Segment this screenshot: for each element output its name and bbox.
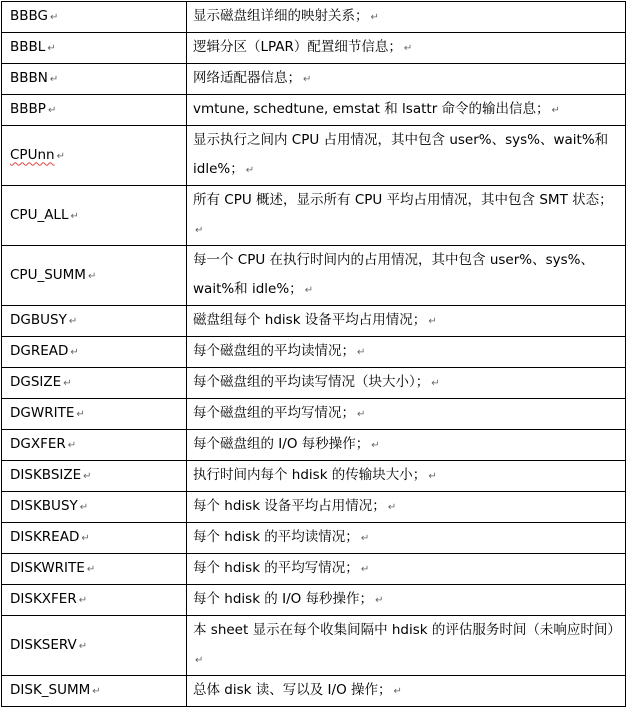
row-description: 网络适配器信息； ↵ [187, 64, 626, 95]
table-row [2, 461, 626, 492]
row-description: 本 sheet 显示在每个收集间隔中 hdisk 的评估服务时间（未响应时间）↵ [187, 616, 626, 676]
row-description: 显示执行之间内 CPU 占用情况，其中包含 user%、sys%、wait%和 idle%； ↵ [187, 126, 626, 186]
row-key: CPUnn ↵ [2, 126, 187, 186]
table-row [2, 95, 626, 126]
row-description: 每一个 CPU 在执行时间内的占用情况，其中包含 user%、sys%、wait%和 idle%； ↵ [187, 246, 626, 306]
row-key: CPU_SUMM ↵ [2, 246, 187, 306]
table-row [2, 186, 626, 246]
row-key: BBBN ↵ [2, 64, 187, 95]
row-key: DGBUSY ↵ [2, 306, 187, 337]
row-key: DISKREAD ↵ [2, 523, 187, 554]
row-key: BBBL ↵ [2, 33, 187, 64]
row-description: 总体 disk 读、写以及 I/O 操作； ↵ [187, 676, 626, 707]
row-key: DGWRITE ↵ [2, 399, 187, 430]
row-description: 每个 hdisk 的 I/O 每秒操作； ↵ [187, 585, 626, 616]
table-row [2, 337, 626, 368]
row-key: DGSIZE ↵ [2, 368, 187, 399]
table-row [2, 368, 626, 399]
row-key: DISK_SUMM ↵ [2, 676, 187, 707]
table-row [2, 399, 626, 430]
row-key: BBBP ↵ [2, 95, 187, 126]
row-description: 每个 hdisk 的平均写情况； ↵ [187, 554, 626, 585]
table-row [2, 64, 626, 95]
row-key: BBBG ↵ [2, 2, 187, 33]
row-key: DISKXFER ↵ [2, 585, 187, 616]
table-row [2, 33, 626, 64]
row-key: DISKWRITE ↵ [2, 554, 187, 585]
row-description: 执行时间内每个 hdisk 的传输块大小； ↵ [187, 461, 626, 492]
table-row [2, 523, 626, 554]
row-key: CPU_ALL ↵ [2, 186, 187, 246]
row-description: 每个 hdisk 的平均读情况； ↵ [187, 523, 626, 554]
row-description: 每个磁盘组的平均读写情况（块大小）； ↵ [187, 368, 626, 399]
definitions-table [1, 1, 626, 707]
row-description: 每个磁盘组的 I/O 每秒操作； ↵ [187, 430, 626, 461]
table-row [2, 126, 626, 186]
table-row [2, 616, 626, 676]
table-row [2, 306, 626, 337]
table-row [2, 430, 626, 461]
row-key: DGREAD ↵ [2, 337, 187, 368]
row-description: 每个磁盘组的平均读情况； ↵ [187, 337, 626, 368]
row-description: 逻辑分区（LPAR）配置细节信息； ↵ [187, 33, 626, 64]
table-row [2, 246, 626, 306]
row-description: 磁盘组每个 hdisk 设备平均占用情况； ↵ [187, 306, 626, 337]
row-description: 每个 hdisk 设备平均占用情况； ↵ [187, 492, 626, 523]
row-key: DISKBSIZE ↵ [2, 461, 187, 492]
row-description: 每个磁盘组的平均写情况； ↵ [187, 399, 626, 430]
table-row [2, 676, 626, 707]
row-key: DISKSERV ↵ [2, 616, 187, 676]
row-description: vmtune, schedtune, emstat 和 lsattr 命令的输出信息； ↵ [187, 95, 626, 126]
table-row [2, 492, 626, 523]
table-row [2, 554, 626, 585]
row-description: 所有 CPU 概述，显示所有 CPU 平均占用情况，其中包含 SMT 状态；↵ [187, 186, 626, 246]
table-row [2, 585, 626, 616]
row-key: DISKBUSY ↵ [2, 492, 187, 523]
table-row [2, 2, 626, 33]
row-description: 显示磁盘组详细的映射关系； ↵ [187, 2, 626, 33]
row-key: DGXFER ↵ [2, 430, 187, 461]
